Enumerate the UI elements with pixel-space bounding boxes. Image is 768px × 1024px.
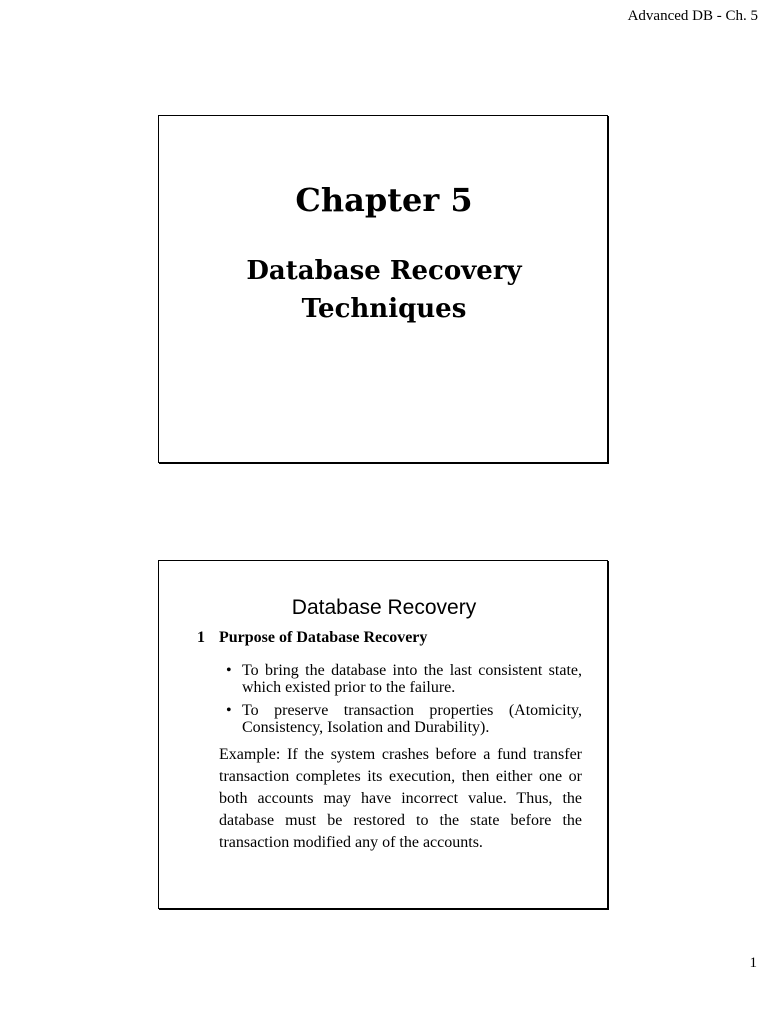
section-number: 1 [197, 629, 205, 646]
example-paragraph: Example: If the system crashes before a fund transfer transaction completes its execution, then either one or both accounts may have incorrect value. Thus, the database must be restored to the state before the transaction modified any of the accounts. [219, 746, 582, 851]
list-item [226, 662, 582, 696]
bullet-list [226, 662, 582, 742]
chapter-subtitle-line-1: Database Recovery [246, 256, 522, 286]
bullet-icon: • [226, 702, 232, 719]
page-number: 1 [749, 955, 757, 971]
chapter-subtitle-line-2: Techniques [301, 294, 467, 324]
slide-title: Database Recovery [291, 596, 477, 619]
chapter-title: Chapter 5 [295, 181, 473, 219]
running-header: Advanced DB - Ch. 5 [627, 8, 758, 24]
bullet-text: To bring the database into the last consistent state, which existed prior to the failure. [242, 662, 582, 696]
list-item [226, 702, 582, 736]
bullet-text: To preserve transaction properties (Atomicity, Consistency, Isolation and Durability). [242, 702, 582, 736]
bullet-icon: • [226, 662, 232, 679]
section-title: Purpose of Database Recovery [219, 629, 428, 646]
chapter-subtitle [0, 252, 768, 328]
section-heading [197, 628, 427, 648]
